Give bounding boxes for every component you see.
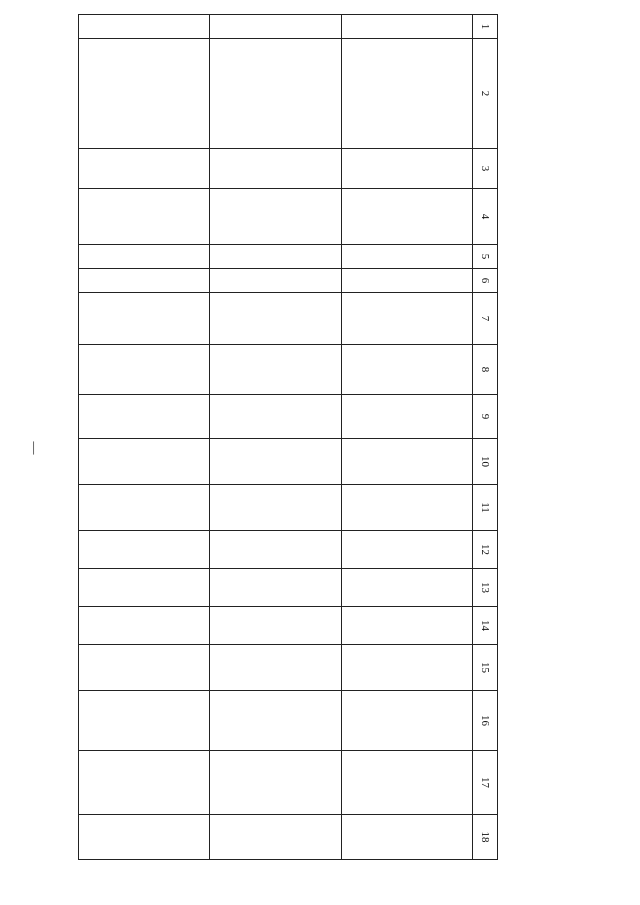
table-cell xyxy=(210,149,341,189)
table-cell xyxy=(210,691,341,751)
table-cell xyxy=(341,245,472,269)
table-cell xyxy=(210,439,341,485)
table-cell xyxy=(341,531,472,569)
table-cell xyxy=(341,815,472,860)
table-row xyxy=(210,15,341,860)
table-cell xyxy=(79,691,210,751)
table-cell xyxy=(341,269,472,293)
table-cell xyxy=(79,395,210,439)
table-cell xyxy=(79,439,210,485)
column-number-cell: 16 xyxy=(473,691,498,751)
table-cell xyxy=(79,645,210,691)
column-number-cell: 4 xyxy=(473,189,498,245)
column-number-cell: 1 xyxy=(473,15,498,39)
table-cell xyxy=(79,815,210,860)
table-cell xyxy=(341,189,472,245)
column-number-cell: 11 xyxy=(473,485,498,531)
table-cell xyxy=(210,189,341,245)
column-number-cell: 7 xyxy=(473,293,498,345)
table-body xyxy=(79,15,498,860)
table-cell xyxy=(341,691,472,751)
table-cell xyxy=(210,345,341,395)
table-cell xyxy=(210,607,341,645)
table-cell xyxy=(210,293,341,345)
table-cell xyxy=(210,645,341,691)
table-cell xyxy=(79,269,210,293)
column-number-cell: 18 xyxy=(473,815,498,860)
table-cell xyxy=(341,645,472,691)
page-number: — xyxy=(27,441,43,455)
column-number-cell: 9 xyxy=(473,395,498,439)
table-cell xyxy=(210,815,341,860)
table-cell xyxy=(79,345,210,395)
table-cell xyxy=(210,395,341,439)
table-cell xyxy=(79,607,210,645)
table-cell xyxy=(341,485,472,531)
table-cell xyxy=(341,395,472,439)
table-cell xyxy=(79,751,210,815)
table-cell xyxy=(210,15,341,39)
table-cell xyxy=(341,607,472,645)
column-number-cell: 5 xyxy=(473,245,498,269)
table-row xyxy=(341,15,472,860)
table-cell xyxy=(341,569,472,607)
table-cell xyxy=(210,569,341,607)
column-number-cell: 15 xyxy=(473,645,498,691)
column-number-row xyxy=(473,15,498,860)
table-cell xyxy=(79,531,210,569)
column-number-cell: 6 xyxy=(473,269,498,293)
column-number-cell: 13 xyxy=(473,569,498,607)
column-number-cell: 17 xyxy=(473,751,498,815)
table-cell xyxy=(210,485,341,531)
column-number-cell: 2 xyxy=(473,39,498,149)
table-cell xyxy=(79,293,210,345)
table-cell xyxy=(341,439,472,485)
table-cell xyxy=(341,345,472,395)
column-number-cell: 3 xyxy=(473,149,498,189)
table-cell xyxy=(210,39,341,149)
table-row xyxy=(79,15,210,860)
table-cell xyxy=(341,293,472,345)
table-cell xyxy=(341,15,472,39)
data-table-container xyxy=(78,14,498,859)
data-table xyxy=(78,14,498,860)
table-cell xyxy=(79,485,210,531)
table-cell xyxy=(210,269,341,293)
table-cell xyxy=(79,569,210,607)
table-cell xyxy=(341,149,472,189)
table-cell xyxy=(79,15,210,39)
table-cell xyxy=(79,245,210,269)
column-number-cell: 12 xyxy=(473,531,498,569)
table-cell xyxy=(341,751,472,815)
column-number-cell: 14 xyxy=(473,607,498,645)
table-cell xyxy=(210,245,341,269)
column-number-cell: 10 xyxy=(473,439,498,485)
column-number-cell: 8 xyxy=(473,345,498,395)
table-cell xyxy=(210,751,341,815)
table-cell xyxy=(79,189,210,245)
table-cell xyxy=(79,149,210,189)
table-cell xyxy=(210,531,341,569)
table-cell xyxy=(79,39,210,149)
table-cell xyxy=(341,39,472,149)
